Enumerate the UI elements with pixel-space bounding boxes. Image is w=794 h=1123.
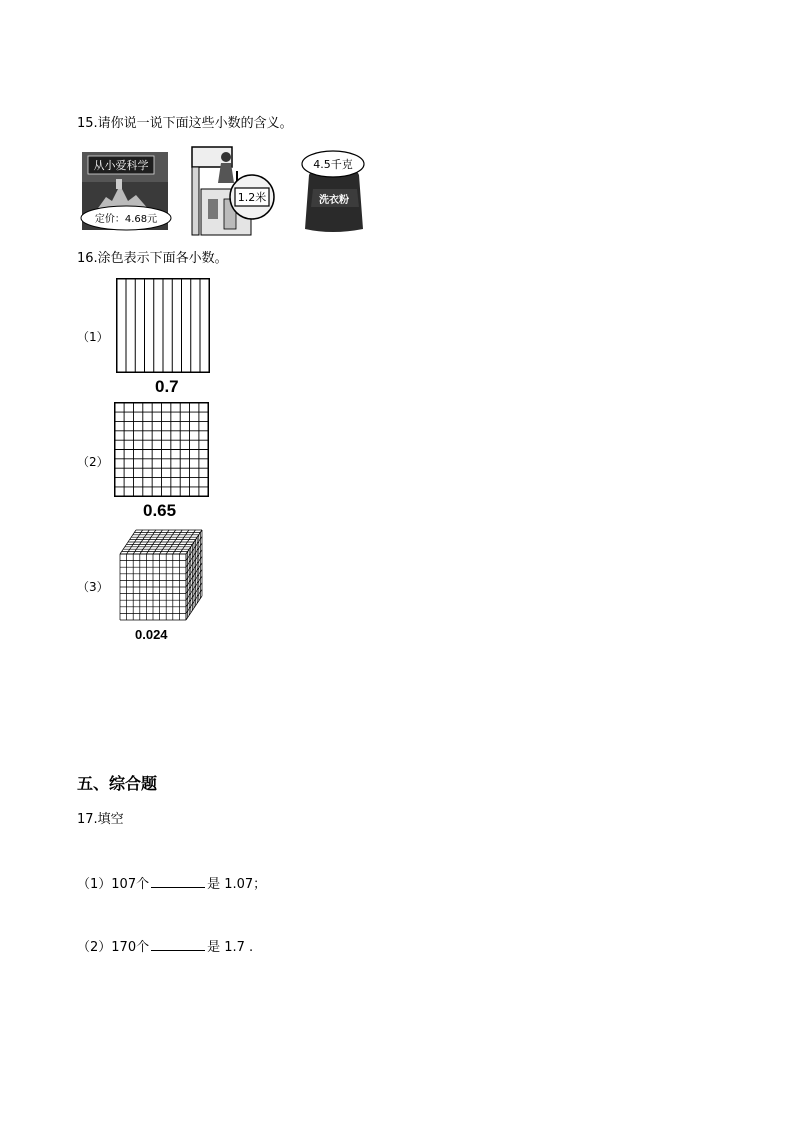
fill-item-1 [77,875,266,893]
item-2-value: 0.65 [143,501,177,520]
fill-blank-1[interactable] [151,875,205,888]
question-17-text: 17.填空 [77,812,124,827]
fill-item-2-post: 是 1.7 . [207,940,254,955]
height-limit-image [188,145,286,237]
item-3-label: （3） [77,580,109,594]
hundredths-grid[interactable] [114,402,209,497]
fill-item-2-label: （2） [77,940,112,955]
fill-item-1-label: （1） [77,877,112,892]
book-title: 从小爱科学 [93,159,149,172]
fill-item-1-pre: 107个 [111,877,150,892]
section-5-title: 五、综合题 [77,774,158,793]
item-1-value: 0.7 [155,377,179,396]
fill-item-2 [77,938,253,956]
question-16-text: 16.涂色表示下面各小数。 [77,251,228,266]
item-3-value: 0.024 [135,627,168,642]
weight-label: 4.5千克 [313,158,353,171]
tenths-strip-grid[interactable] [116,278,210,373]
science-book-image [76,149,172,235]
item-2-label: （2） [77,455,109,469]
detergent-bag-image [297,149,367,235]
fill-item-2-pre: 170个 [111,940,150,955]
book-price: 定价：4.68元 [94,214,158,225]
question-15-text: 15.请你说一说下面这些小数的含义。 [77,116,293,131]
thousandths-cube[interactable] [118,528,204,624]
fill-item-1-post: 是 1.07； [207,877,267,892]
height-label: 1.2米 [237,191,267,204]
fill-blank-2[interactable] [151,938,205,951]
item-1-label: （1） [77,330,109,344]
detergent-label: 洗衣粉 [319,195,349,206]
